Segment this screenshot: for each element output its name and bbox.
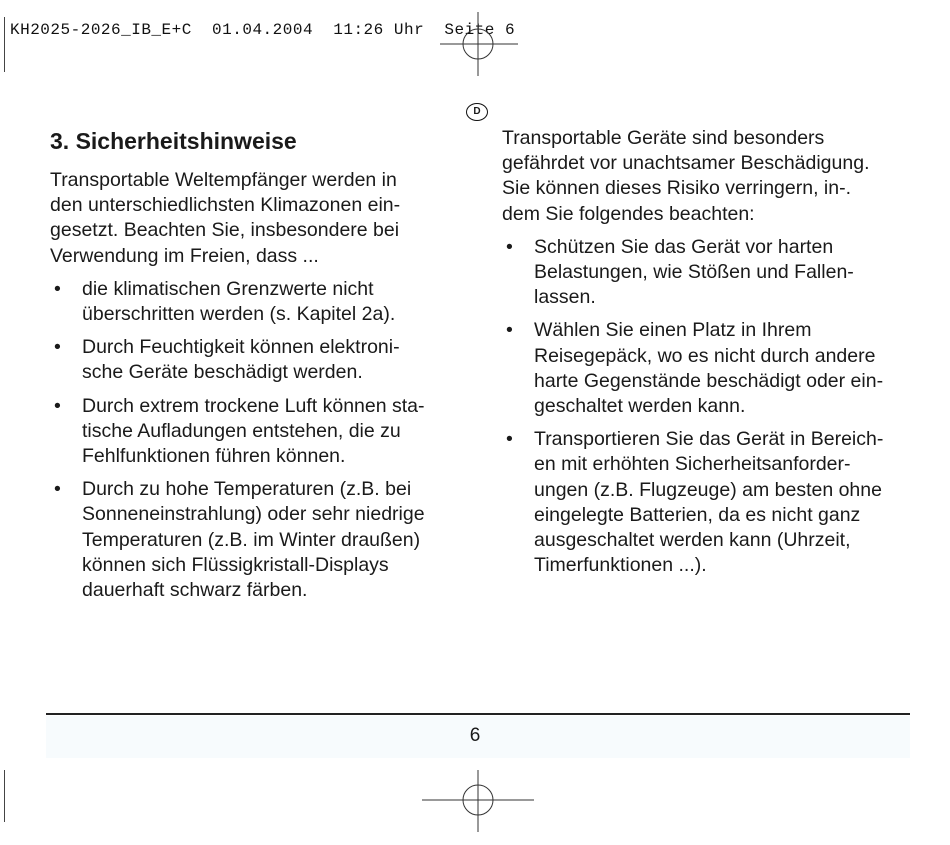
right-bullet-list xyxy=(502,235,912,579)
right-intro-paragraph: Transportable Geräte sind besonders gefährdet vor unachtsamer Beschädigung. Sie können dieses Risiko verringern, in-. dem Sie folgendes beachten: xyxy=(502,127,870,225)
registration-mark-top-icon xyxy=(440,12,520,76)
crop-mark-top-left xyxy=(4,17,5,72)
list-item xyxy=(502,318,912,419)
left-column xyxy=(50,126,450,603)
list-item-text: Schützen Sie das Gerät vor harten Belastungen, wie Stößen und Fallen- lassen. xyxy=(534,235,854,309)
language-badge: D xyxy=(466,103,488,121)
bullet-icon: • xyxy=(506,235,513,258)
list-item-text: die klimatischen Grenzwerte nicht überschritten werden (s. Kapitel 2a). xyxy=(82,277,396,326)
footer-divider xyxy=(46,713,910,715)
bullet-icon: • xyxy=(506,428,513,451)
list-item xyxy=(50,335,450,385)
crop-mark-bottom-left xyxy=(4,770,5,822)
registration-mark-bottom-icon xyxy=(422,770,534,832)
bullet-icon: • xyxy=(54,478,61,501)
bullet-icon: • xyxy=(54,277,61,300)
list-item-text: Durch zu hohe Temperaturen (z.B. bei Sonneneinstrahlung) oder sehr niedrige Temperaturen (z.B. im Winter draußen) können sich Flüssigkristall-Displays dauerhaft schwarz färben. xyxy=(82,478,425,602)
left-intro-paragraph: Transportable Weltempfänger werden in den unterschiedlichsten Klimazonen ein- gesetzt. Beachten Sie, insbesondere bei Verwendung im Freien, dass ... xyxy=(50,169,401,267)
list-item xyxy=(50,277,450,327)
bullet-icon: • xyxy=(54,394,61,417)
page-number: 6 xyxy=(469,725,481,746)
list-item-text: Transportieren Sie das Gerät in Bereich- en mit erhöhten Sicherheitsanforder- ungen (z.B. Flugzeuge) am besten ohne eingelegte Batterien, da es nicht ganz ausgeschaltet werden kann (Uhrzeit, Timerfunktionen ...). xyxy=(534,428,884,577)
list-item-text: Wählen Sie einen Platz in Ihrem Reisegepäck, wo es nicht durch andere harte Gegenstände beschädigt oder ein- geschaltet werden kann. xyxy=(534,319,884,418)
bullet-icon: • xyxy=(506,319,513,342)
bullet-icon: • xyxy=(54,336,61,359)
section-title: 3. Sicherheitshinweise xyxy=(50,128,297,154)
list-item-text: Durch Feuchtigkeit können elektroni- sche Geräte beschädigt werden. xyxy=(82,336,400,384)
left-bullet-list xyxy=(50,277,450,603)
right-column xyxy=(502,126,912,578)
list-item xyxy=(50,394,450,470)
list-item-text: Durch extrem trockene Luft können sta- tische Aufladungen entstehen, die zu Fehlfunktionen führen können. xyxy=(82,394,425,468)
list-item xyxy=(50,477,450,603)
print-slug: KH2025-2026_IB_E+C 01.04.2004 11:26 Uhr Seite 6 xyxy=(10,21,516,39)
list-item xyxy=(502,427,912,578)
list-item xyxy=(502,235,912,311)
